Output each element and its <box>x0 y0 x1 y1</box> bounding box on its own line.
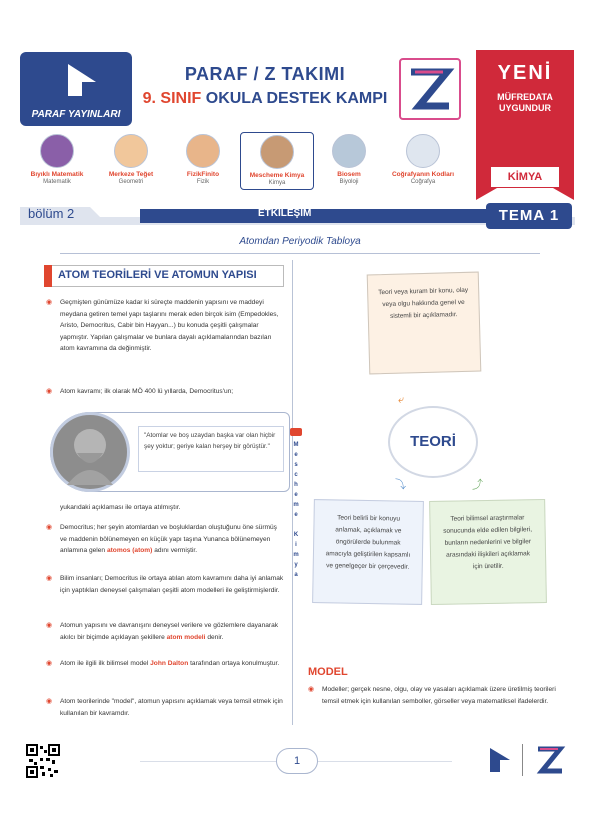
avatar <box>260 135 294 169</box>
p3-text: Democritus; her şeyin atomlardan ve boşluklardan oluştuğunu öne sürmüş ve maddenin bölünemeyen en küçük yapı taşına Yunanca bölünemeyen anlamına gelen <box>60 524 277 555</box>
author-subject: Matematik <box>43 179 71 185</box>
ribbon-small-text <box>476 92 574 114</box>
channel-name: M e s c h e m e K i m y a <box>293 442 299 578</box>
paragraph-3 <box>46 522 284 557</box>
author-name: Merkeze Teğet <box>108 171 154 178</box>
z-takimi-logo <box>399 58 461 120</box>
paraf-footer-logo-icon <box>488 746 512 774</box>
paragraph-7: ◉ Atom teorilerinde "model", atomun yapısını açıklamak veya temsil etmek için kullanılan bir kavramdır. <box>46 696 284 719</box>
ribbon-line-1: MÜFREDATA <box>497 92 553 102</box>
paraf-mark-icon <box>62 60 102 100</box>
youtube-icon <box>290 428 302 436</box>
democritus-quote: "Atomlar ve boş uzaydan başka var olan hiçbir şey yoktur; geriye kalan herşey bir görüştür." <box>138 426 284 472</box>
channel-vertical-label <box>291 440 301 580</box>
theory-center-node: TEORİ <box>388 406 478 478</box>
chapter-label: bölüm 2 <box>28 206 75 221</box>
author-subject: Fizik <box>196 179 210 185</box>
paragraph-6 <box>46 658 284 670</box>
camp-label: OKULA DESTEK KAMPI <box>201 90 388 107</box>
author-name: Mescheme Kimya <box>249 172 305 179</box>
qr-code-icon[interactable] <box>26 744 60 778</box>
p5-highlight: atom modeli <box>166 633 206 641</box>
grade-label: 9. SINIF <box>142 90 202 107</box>
section-heading-accent <box>44 265 52 287</box>
theme-badge: TEMA 1 <box>486 203 572 229</box>
p6-text-end: tarafından ortaya konulmuştur. <box>188 660 280 667</box>
author-name: Bıyıklı Matematik <box>30 171 84 178</box>
p5-text-end: denir. <box>205 633 224 641</box>
paragraph-2: ◉ Atom kavramı; ilk olarak MÖ 400 lü yıllarda, Democritus'un; <box>46 386 284 398</box>
p6-highlight: John Dalton <box>150 660 189 667</box>
avatar <box>406 134 440 168</box>
publisher-name: PARAF YAYINLARI <box>31 109 121 120</box>
p5-text: Atomun yapısını ve davranışını deneysel verilere ve gözlemlere dayanarak akılcı bir biçimde açıklayan şekillere <box>60 622 279 641</box>
unit-subtitle: Atomdan Periyodik Tabloya <box>239 236 361 247</box>
bust-icon <box>53 415 127 489</box>
p3-highlight: atomos (atom) <box>106 547 153 555</box>
paragraph-5 <box>46 620 284 643</box>
blue-arrow-icon: ⤵ <box>395 479 406 491</box>
theory-research-note: Teori bilimsel araştırmalar sonucunda elde edilen bilgileri, bunların nedenlerini ve bilgiler arasındaki ilişkileri açıklamak için üretilir. <box>429 499 547 605</box>
author-kimya[interactable] <box>240 132 314 190</box>
author-subject: Kimya <box>268 180 286 186</box>
page-number: 1 <box>276 748 318 774</box>
democritus-portrait <box>50 412 130 492</box>
avatar <box>114 134 148 168</box>
page-subtitle <box>140 90 390 108</box>
z-letter-icon <box>401 60 459 118</box>
author-cografya[interactable] <box>386 134 460 185</box>
theory-framework-note: Teori belirli bir konuyu anlamak, açıklamak ve öngörülerde bulunmak amacıyla geliştirilen kapsamlı ve genelgeçer bir çerçevedir. <box>312 499 424 605</box>
author-subject: Coğrafya <box>410 179 436 185</box>
section-label: ETKİLEŞİM <box>258 208 312 219</box>
author-subject: Geometri <box>118 179 144 185</box>
paragraph-4: ◉ Bilim insanları; Democritus ile ortaya atılan atom kavramını daha iyi anlamak için yaptıkları deneysel çalışmaları çeşitli atom modelleri ile geliştirmişlerdir. <box>46 573 284 596</box>
author-subject: Biyoloji <box>339 179 359 185</box>
model-definition: ◉ Modeller; gerçek nesne, olgu, olay ve yasaları açıklamak üzere üretilmiş teorileri temsil etmek için kullanılan semboller, görseller veya matematiksel ifadelerdir. <box>308 684 570 707</box>
author-fizik[interactable] <box>166 134 240 185</box>
page-title: PARAF / Z TAKIMI <box>184 64 346 84</box>
avatar <box>332 134 366 168</box>
subject-badge: KİMYA <box>490 166 560 188</box>
model-heading: MODEL <box>308 666 348 678</box>
orange-arrow-icon: ⤶ <box>398 394 405 406</box>
avatar <box>40 134 74 168</box>
p6-text: Atom ile ilgili ilk bilimsel model <box>60 660 151 667</box>
author-matematik[interactable] <box>20 134 94 185</box>
author-geometri[interactable] <box>94 134 168 185</box>
footer-separator <box>522 744 523 776</box>
p3-text-end: adını vermiştir. <box>152 547 198 555</box>
green-arrow-icon: ⤴ <box>472 479 483 491</box>
author-biyoloji[interactable] <box>312 134 386 185</box>
paraf-logo <box>20 52 132 126</box>
ribbon-big-text: YENİ <box>497 62 553 84</box>
author-name: Biosem <box>337 171 361 178</box>
paragraph-1: ◉ Geçmişten günümüze kadar ki süreçte maddenin yapısını ve maddeyi meydana getiren temel yapı taşlarını merak eden birçok isim (Empedokles, Aristo, Democritus, Cabir bin Hayyan...) bu konuda çeşitli çalışmalar yapmıştır. Yapılan çalışmalar ve bunlara dayalı açıklamalarından bazıları atom kavramına da değinmiştir. <box>46 297 284 355</box>
author-name: FizikFinito <box>186 171 220 178</box>
ribbon-line-2: UYGUNDUR <box>498 103 551 113</box>
section-heading: ATOM TEORİLERİ VE ATOMUN YAPISI <box>58 269 257 281</box>
z-footer-logo-icon <box>532 744 566 776</box>
quote-followup: yukarıdaki açıklaması ile ortaya atılmıştır. <box>60 504 181 511</box>
author-name: Coğrafyanın Kodları <box>391 171 455 178</box>
avatar <box>186 134 220 168</box>
theory-definition-note: Teori veya kuram bir konu, olay veya olgu hakkında genel ve sistemli bir açıklamadır. <box>367 272 482 375</box>
